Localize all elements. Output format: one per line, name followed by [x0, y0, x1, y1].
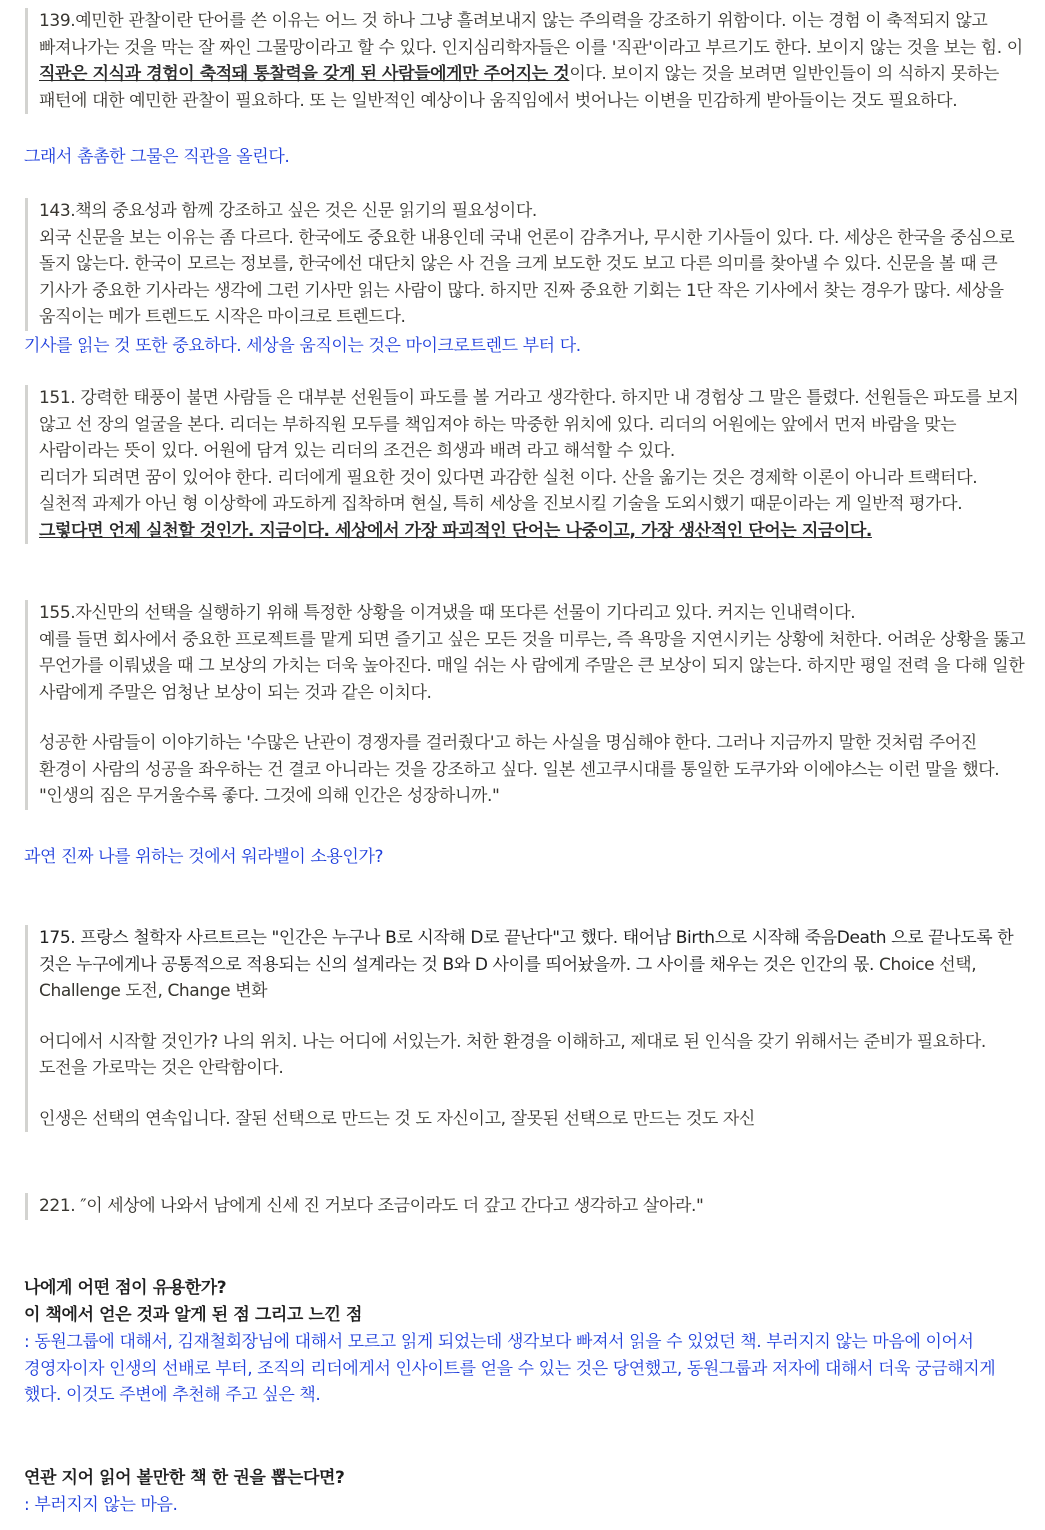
- quote-block-175: [25, 925, 1029, 1132]
- review-answer-related-book: : 부러지지 않는 마음.: [24, 1495, 178, 1515]
- quote-block-155: [25, 600, 1029, 810]
- quote-block-139: [25, 8, 1029, 114]
- quote-paragraph: 인생은 선택의 연속입니다. 잘된 선택으로 만드는 것 도 자신이고, 잘못된 선택으로 만드는 것도 자신: [39, 1108, 755, 1129]
- quote-block-143: [25, 198, 1029, 331]
- quote-line: 외국 신문을 보는 이유는 좀 다르다. 한국에도 중요한 내용인데 국내 언론이 감추거나, 무시한 기사들이 있다. 다. 세상은 한국을 중심으로 돌지 않는다. 한국이 모르는 정보를, 한국에선 대단치 않은 사 건을 크게 보도한 것도 보고 다른 의미를 찾아낼 수 있다. 신문을 볼 때 큰 기사가 중요한 기사라는 생각에 그런 기사만 읽는 사람이 많다. 하지만 진짜 중요한 기회는 1단 작은 기사에서 찾는 경우가 많다. 세상을 움직이는 메가 트렌드도 시작은 마이크로 트렌드다.: [39, 227, 1015, 327]
- quote-line: 리더가 되려면 꿈이 있어야 한다. 리더에게 필요한 것이 있다면 과감한 실천 이다. 산을 옮기는 것은 경제학 이론이 아니라 트랙터다. 실천적 과제가 아닌 형 이상학에 과도하게 집착하며 현실, 특히 세상을 진보시킬 기술을 도외시했기 때문이라는 게 일반적 평가다. 그렇다면 언제 실천할 것인가. 지금이다. 세상에서 가장 파괴적인 단어는 나중이고, 가장 생산적인 단어는 지금이다.: [39, 467, 978, 541]
- note-143: 기사를 읽는 것 또한 중요하다. 세상을 움직이는 것은 마이크로트렌드 부터 다.: [24, 336, 581, 356]
- note-155: 과연 진짜 나를 위하는 것에서 워라밸이 소용인가?: [24, 847, 384, 867]
- emphasis-text: 그렇다면 언제 실천할 것인가. 지금이다. 세상에서 가장 파괴적인 단어는 나중이고, 가장 생산적인 단어는 지금이다.: [39, 520, 872, 541]
- quote-paragraph: 175. 프랑스 철학자 사르트르는 "인간은 누구나 B로 시작해 D로 끝난다"고 했다. 태어남 Birth으로 시작해 죽음Death 으로 끝나도록 한 것은 누구에게나 공통적으로 적용되는 신의 설계라는 것 B와 D 사이를 띄어놨을까. 그 사이를 채우는 것은 인간의 몫. Choice 선택, Challenge 도전, Change 변화: [39, 928, 1014, 1001]
- quote-block-221: [25, 1193, 1029, 1220]
- review-question-useful: 나에게 어떤 점이 유용한가?: [24, 1278, 227, 1298]
- quote-line: 155.자신만의 선택을 실행하기 위해 특정한 상황을 이겨냈을 때 또다른 선물이 기다리고 있다. 커지는 인내력이다.: [39, 603, 856, 623]
- review-answer: : 동원그룹에 대해서, 김재철회장님에 대해서 모르고 읽게 되었는데 생각보다 빠져서 읽을 수 있었던 책. 부러지지 않는 마음에 이어서 경영자이자 인생의 선배로 부터, 조직의 리더에게서 인사이트를 얻을 수 있는 것은 당연했고, 동원그룹과 저자에 대해서 더욱 궁금해지게 했다. 이것도 주변에 추천해 주고 싶은 책.: [24, 1332, 996, 1405]
- quote-line: 143.책의 중요성과 함께 강조하고 싶은 것은 신문 읽기의 필요성이다.: [39, 201, 537, 221]
- quote-line: 예를 들면 회사에서 중요한 프로젝트를 맡게 되면 즐기고 싶은 모든 것을 미루는, 즉 욕망을 지연시키는 상황에 처한다. 어려운 상황을 뚫고 무언가를 이뤄냈을 때 그 보상의 가치는 더욱 높아진다. 매일 쉬는 사 람에게 주말은 큰 보상이 되지 않는다. 하지만 평일 전력 을 다해 일한 사람에게 주말은 엄청난 보상이 되는 것과 같은 이치다.: [39, 629, 1026, 703]
- emphasis-text: 직관은 지식과 경험이 축적돼 통찰력을 갖게 된 사람들에게만 주어지는 것: [39, 64, 570, 84]
- review-question-related-book: 연관 지어 읽어 볼만한 책 한 권을 뽑는다면?: [24, 1468, 345, 1488]
- quote-line: 151. 강력한 태풍이 불면 사람들 은 대부분 선원들이 파도를 볼 거라고 생각한다. 하지만 내 경험상 그 말은 틀렸다. 선원들은 파도를 보지 않고 선 장의 얼굴을 본다. 리더는 부하직원 모두를 책임져야 하는 막중한 위치에 있다. 리더의 어원에는 앞에서 먼저 바람을 맞는 사람이라는 뜻이 있다. 어원에 담겨 있는 리더의 조건은 희생과 배려 라고 해석할 수 있다.: [39, 388, 1019, 461]
- note-139: 그래서 촘촘한 그물은 직관을 올린다.: [24, 147, 290, 167]
- quote-paragraph: 어디에서 시작할 것인가? 나의 위치. 나는 어디에 서있는가. 처한 환경을 이해하고, 제대로 된 인식을 갖기 위해서는 준비가 필요하다. 도전을 가로막는 것은 안락함이다.: [39, 1031, 986, 1078]
- quote-line: 221. ″이 세상에 나와서 남에게 신세 진 거보다 조금이라도 더 갚고 간다고 생각하고 살아라.": [39, 1196, 704, 1216]
- review-question-learned: 이 책에서 얻은 것과 알게 된 점 그리고 느낀 점: [24, 1305, 363, 1325]
- quote-block-151: [25, 385, 1029, 544]
- quote-paragraph: 성공한 사람들이 이야기하는 '수많은 난관이 경쟁자를 걸러줬다'고 하는 사실을 명심해야 한다. 그러나 지금까지 말한 것처럼 주어진 환경이 사람의 성공을 좌우하는 건 결코 아니라는 것을 강조하고 싶다. 일본 센고쿠시대를 통일한 도쿠가와 이에야스는 이런 말을 했다. "인생의 짐은 무거울수록 좋다. 그것에 의해 인간은 성장하니까.": [39, 733, 1000, 806]
- quote-text-139: 139.예민한 관찰이란 단어를 쓴 이유는 어느 것 하나 그냥 흘려보내지 않는 주의력을 강조하기 위함이다. 이는 경험 이 축적되지 않고 빠져나가는 것을 막는 잘 짜인 그물망이라고 할 수 있다. 인지심리학자들은 이를 '직관'이라고 부르기도 한다. 보이지 않는 것을 보는 힘. 이 직관은 지식과 경험이 축적돼 통찰력을 갖게 된 사람들에게만 주어지는 것이다. 보이지 않는 것을 보려면 일반인들이 의 식하지 못하는 패턴에 대한 예민한 관찰이 필요하다. 또 는 일반적인 예상이나 움직임에서 벗어나는 이변을 민감하게 받아들이는 것도 필요하다.: [39, 11, 1023, 111]
